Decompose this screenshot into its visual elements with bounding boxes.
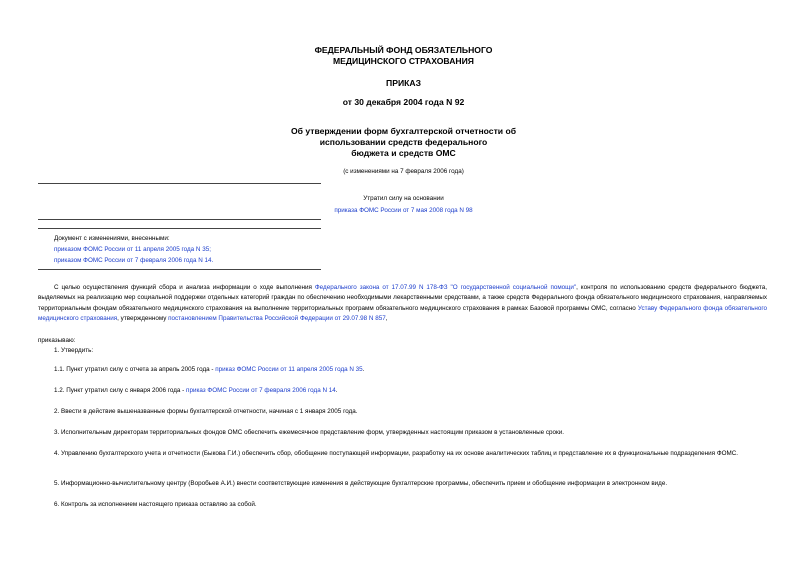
doc-title-line3: бюджета и средств ОМС (351, 148, 456, 158)
amendment-link-2[interactable]: приказом ФОМС России от 7 февраля 2006 года N 14. (54, 257, 214, 264)
item-6: 6. Контроль за исполнением настоящего приказа оставляю за собой. (54, 501, 257, 508)
item-5: 5. Информационно-вычислительному центру (Воробьев А.И.) внести соответствующие изменения в действующие бухгалтерские программы, обеспечить прием и обобщение информации в электронном виде. (54, 480, 668, 487)
revoked-link-line (0, 206, 807, 215)
revoked-text: Утратил силу на основании (363, 195, 444, 202)
item-4: 4. Управлению бухгалтерского учета и отчетности (Быкова Г.И.) обеспечить сбор, обобщение поступающей информации, разработку на их основе аналитических таблиц и представление их в функциональные подразделения ФОМС. (54, 450, 739, 457)
doc-type: ПРИКАЗ (386, 78, 421, 88)
preamble-text-3: , утвержденному (117, 314, 169, 322)
item-1-1-link[interactable]: приказ ФОМС России от 11 апреля 2005 года N 35 (215, 366, 363, 373)
doc-date: от 30 декабря 2004 года N 92 (342, 97, 465, 107)
federal-law-link[interactable]: Федерального закона от 17.07.99 N 178-ФЗ "О государственной социальной помощи" (314, 284, 577, 291)
doc-title-line1: Об утверждении форм бухгалтерской отчетности об (290, 126, 517, 136)
item-2: 2. Ввести в действие вышеназванные формы бухгалтерской отчетности, начиная с 1 января 2005 года. (54, 408, 358, 415)
amendment-link-1[interactable]: приказом ФОМС России от 11 апреля 2005 года N 35; (54, 246, 211, 253)
preamble-text-1: С целью осуществления функций сбора и анализа информации о ходе выполнения (54, 284, 315, 291)
changes-note: (с изменениями на 7 февраля 2006 года) (343, 168, 464, 175)
order-word: приказываю: (38, 337, 76, 344)
item-1-2-link[interactable]: приказ ФОМС России от 7 февраля 2006 года N 14 (186, 387, 336, 394)
divider (38, 269, 321, 270)
divider (38, 228, 321, 229)
item-1-1-end: . (362, 366, 365, 373)
divider (38, 219, 321, 220)
item-1-2-end: . (335, 387, 338, 394)
preamble-paragraph (38, 283, 767, 324)
charter-link[interactable]: Уставу Федерального фонда обязательного медицинского страхования (38, 304, 767, 322)
item-1: 1. Утвердить: (54, 347, 94, 354)
amendments-intro: Документ с изменениями, внесенными: (54, 235, 170, 242)
divider (38, 183, 321, 184)
item-1-2-text: 1.2. Пункт утратил силу с января 2006 года - (54, 387, 187, 394)
item-1-1-text: 1.1. Пункт утратил силу с отчета за апрель 2005 года - (54, 366, 216, 373)
item-3: 3. Исполнительным директорам территориальных фондов ОМС обеспечить ежемесячное представление форм, утвержденных настоящим приказом в установленные сроки. (54, 429, 565, 436)
item-1-2 (38, 386, 767, 396)
doc-title-line2: использовании средств федерального (319, 137, 488, 147)
item-1-1 (38, 365, 767, 375)
government-decree-link[interactable]: постановлением Правительства Российской Федерации от 29.07.98 N 857 (168, 314, 386, 322)
preamble-text-2: , контроля по использованию средств федерального бюджета, выделяемых на реализацию мер социальной поддержки отдельных категорий граждан по обеспечению необходимыми лекарственными средствами, а также средств Федерального фонда обязательного медицинского страхования, направляемых территориальным фондам обязательного медицинского страхования на выполнение территориальных программ обязательного медицинского страхования в рамках Базовой программы ОМС, согласно (38, 284, 767, 312)
preamble-text-4: , (385, 314, 388, 322)
revoked-order-link[interactable]: приказа ФОМС России от 7 мая 2008 года N 98 (334, 207, 473, 214)
org-name-line1: ФЕДЕРАЛЬНЫЙ ФОНД ОБЯЗАТЕЛЬНОГО (314, 45, 493, 55)
org-name-line2: МЕДИЦИНСКОГО СТРАХОВАНИЯ (333, 56, 474, 66)
